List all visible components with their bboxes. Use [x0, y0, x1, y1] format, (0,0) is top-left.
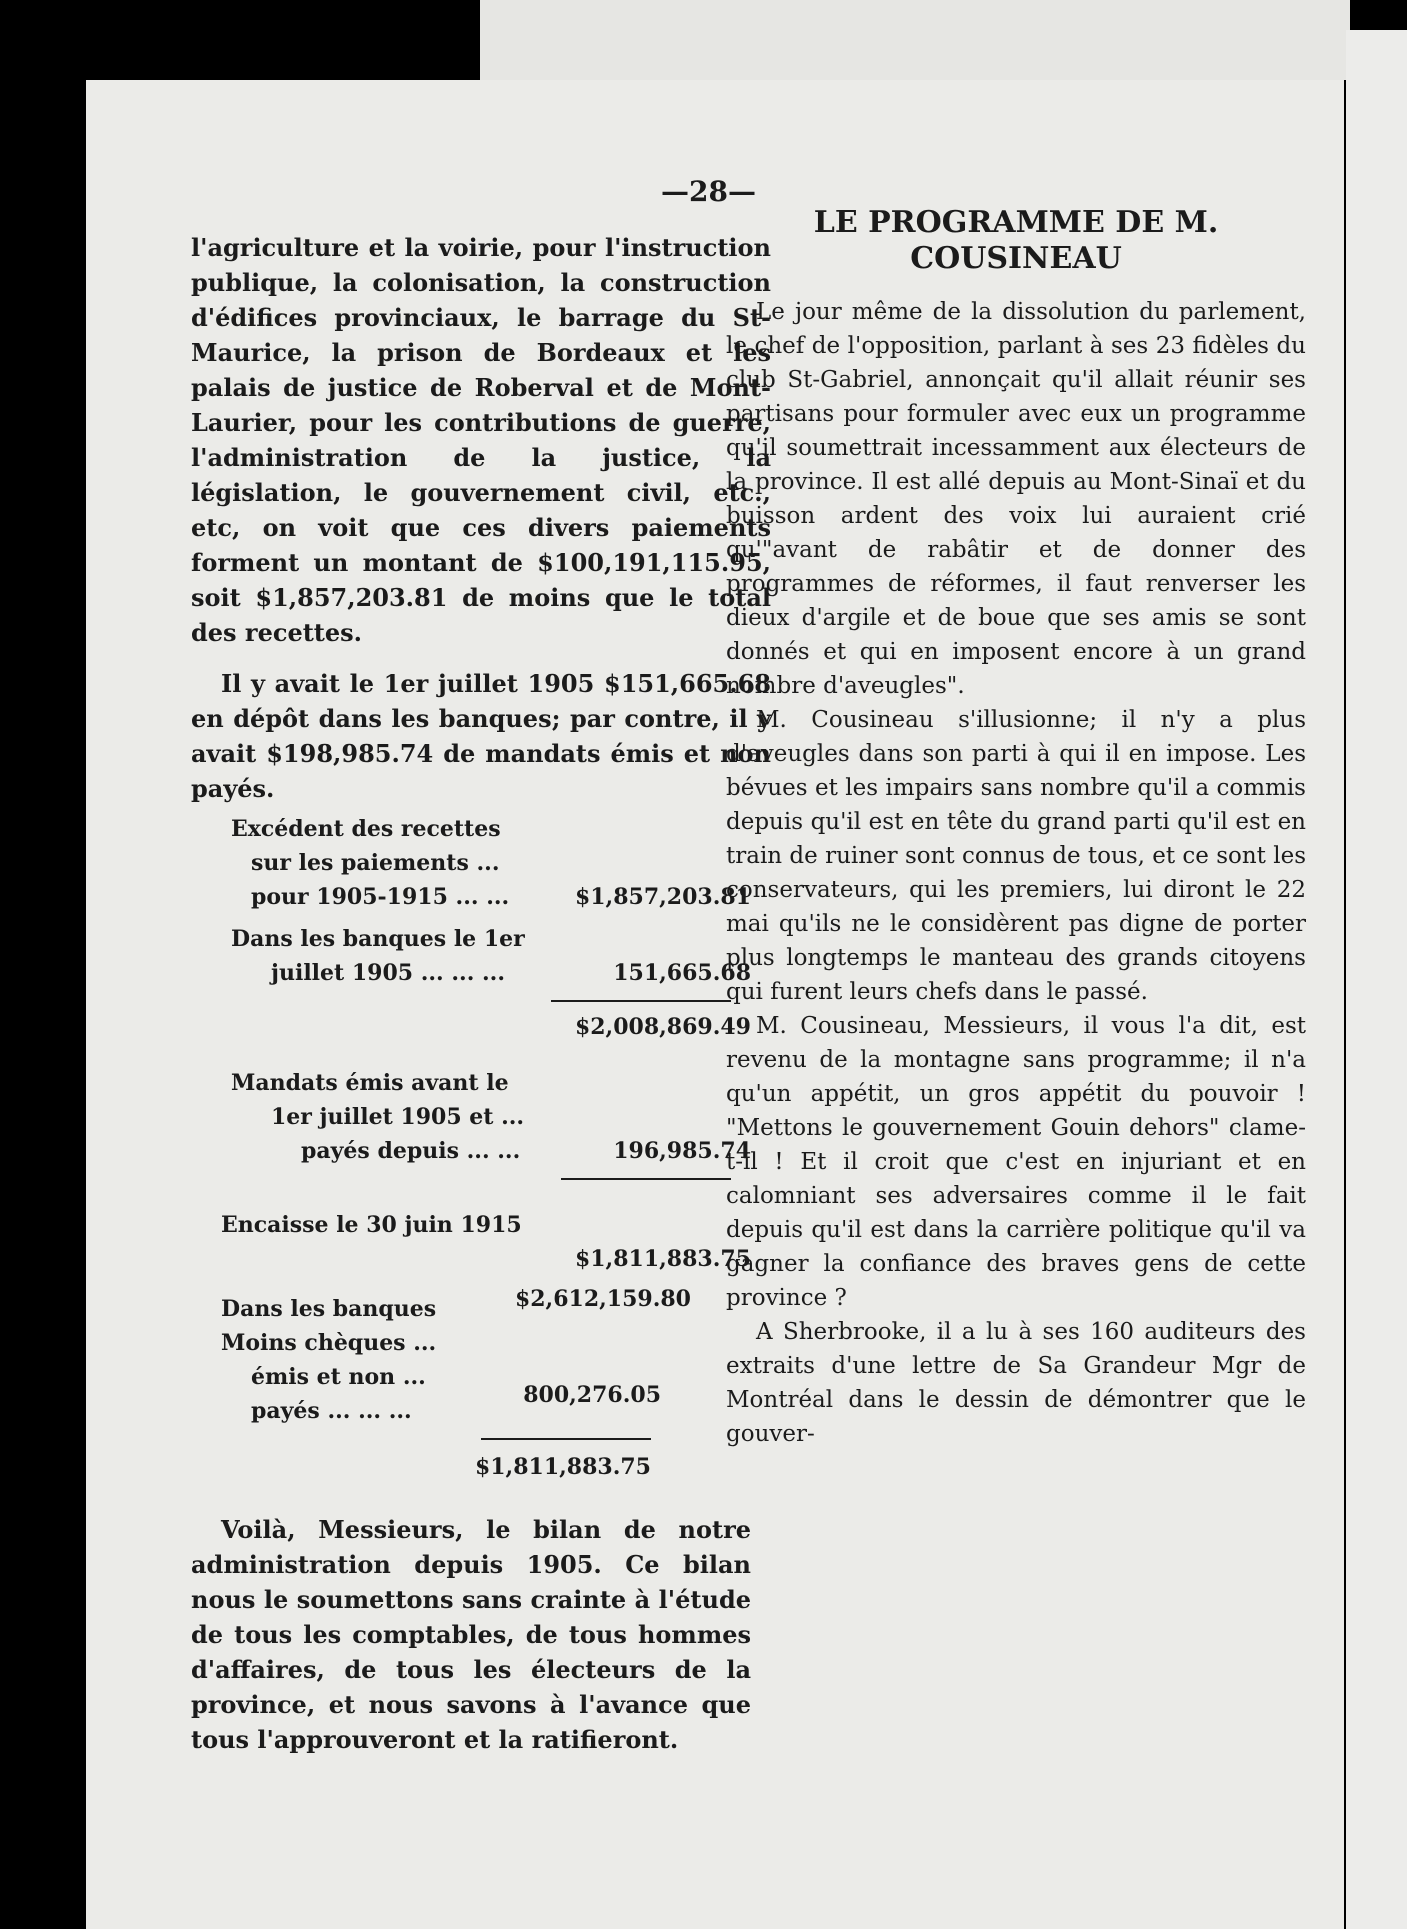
statement-amount: 196,985.74	[613, 1138, 751, 1164]
statement-total: $1,811,883.75	[474, 1454, 651, 1480]
statement-rule	[481, 1438, 651, 1440]
right-paragraph-3: M. Cousineau, Messieurs, il vous l'a dit, est revenu de la montagne sans programme; il n'a qu'un appétit, un gros appétit du pouvoir ! "Mettons le gouvernement Gouin dehors" clame-t-il ! Et il croit que c'est en injuriant et en calomniant ses adversaires comme il le fait depuis qu'il est dans la carrière politique qu'il va gagner la confiance des braves gens de cette province ?	[726, 1013, 1306, 1311]
statement-label: sur les paiements ...	[251, 850, 500, 876]
statement-label: pour 1905-1915 ... ...	[251, 884, 510, 910]
statement-amount: $2,612,159.80	[514, 1286, 691, 1312]
left-paragraph-3: Voilà, Messieurs, le bilan de notre administration depuis 1905. Ce bilan nous le soumettons sans crainte à l'étude de tous les comptables, de tous hommes d'affaires, de tous les électeurs de la province, et nous savons à l'avance que tous l'approuveront et la ratifieront.	[191, 1515, 751, 1754]
statement-amount: 800,276.05	[523, 1382, 661, 1408]
adjacent-page-edge	[1346, 30, 1407, 1929]
right-paragraph-4: A Sherbrooke, il a lu à ses 160 auditeurs des extraits d'une lettre de Sa Grandeur Mgr de Montréal dans le dessin de démontrer que le gouver-	[726, 1319, 1306, 1447]
statement-label: payés depuis ... ...	[301, 1138, 521, 1164]
statement-amount: $1,811,883.75	[574, 1246, 751, 1272]
right-column	[726, 205, 1306, 1451]
statement-amount: 151,665.68	[613, 960, 751, 986]
statement-label: Dans les banques le 1er	[231, 926, 525, 952]
financial-statement	[191, 812, 751, 1754]
statement-label: 1er juillet 1905 et ...	[271, 1104, 525, 1130]
statement-rule	[551, 1000, 731, 1002]
statement-label: Mandats émis avant le	[231, 1070, 509, 1096]
statement-amount: $1,857,203.81	[574, 884, 751, 910]
statement-label: payés ... ... ...	[251, 1398, 412, 1424]
right-paragraph-2: M. Cousineau s'illusionne; il n'y a plus d'aveugles dans son parti à qui il en impose. Les bévues et les impairs sans nombre qu'il a commis depuis qu'il est en tête du grand parti qu'il est en train de ruiner sont connus de tous, et ce sont les conservateurs, qui les premiers, lui diront le 22 mai qu'ils ne le considèrent pas digne de porter plus longtemps le manteau des grands citoyens qui furent leurs chefs dans le passé.	[726, 707, 1306, 1005]
statement-label: juillet 1905 ... ... ...	[271, 960, 505, 986]
page-top-strip	[480, 0, 1350, 80]
statement-label: Dans les banques	[221, 1296, 437, 1322]
left-paragraph-2: Il y avait le 1er juillet 1905 $151,665.68 en dépôt dans les banques; par contre, il y avait $198,985.74 de mandats émis et non payés.	[191, 669, 771, 803]
statement-label: Encaisse le 30 juin 1915	[221, 1212, 522, 1238]
statement-label: Moins chèques ...	[221, 1330, 437, 1356]
statement-label: émis et non ...	[251, 1364, 426, 1390]
page-number: —28—	[661, 175, 756, 208]
left-paragraph-1: l'agriculture et la voirie, pour l'instruction publique, la colonisation, la construction d'édifices provinciaux, le barrage du St-Maurice, la prison de Bordeaux et les palais de justice de Roberval et de Mont-Laurier, pour les contributions de guerre, l'administration de la justice, la législation, le gouvernement civil, etc., etc, on voit que ces divers paiements forment un montant de $100,191,115.95, soit $1,857,203.81 de moins que le total des recettes.	[191, 233, 771, 647]
right-paragraph-1: Le jour même de la dissolution du parlement, le chef de l'opposition, parlant à ses 23 fidèles du club St-Gabriel, annonçait qu'il allait réunir ses partisans pour formuler avec eux un programme qu'il soumettrait incessamment aux électeurs de la province. Il est allé depuis au Mont-Sinaï et du buisson ardent des voix lui auraient crié qu'"avant de rabâtir et de donner des programmes de réformes, il faut renverser les dieux d'argile et de boue que ses amis se sont donnés et qui en imposent encore à un grand nombre d'aveugles".	[726, 299, 1306, 699]
document-page	[86, 80, 1344, 1929]
section-heading: LE PROGRAMME DE M. COUSINEAU	[813, 205, 1219, 276]
statement-label: Excédent des recettes	[231, 816, 501, 842]
statement-rule	[561, 1178, 731, 1180]
statement-subtotal: $2,008,869.49	[574, 1014, 751, 1040]
left-column	[191, 230, 771, 1754]
